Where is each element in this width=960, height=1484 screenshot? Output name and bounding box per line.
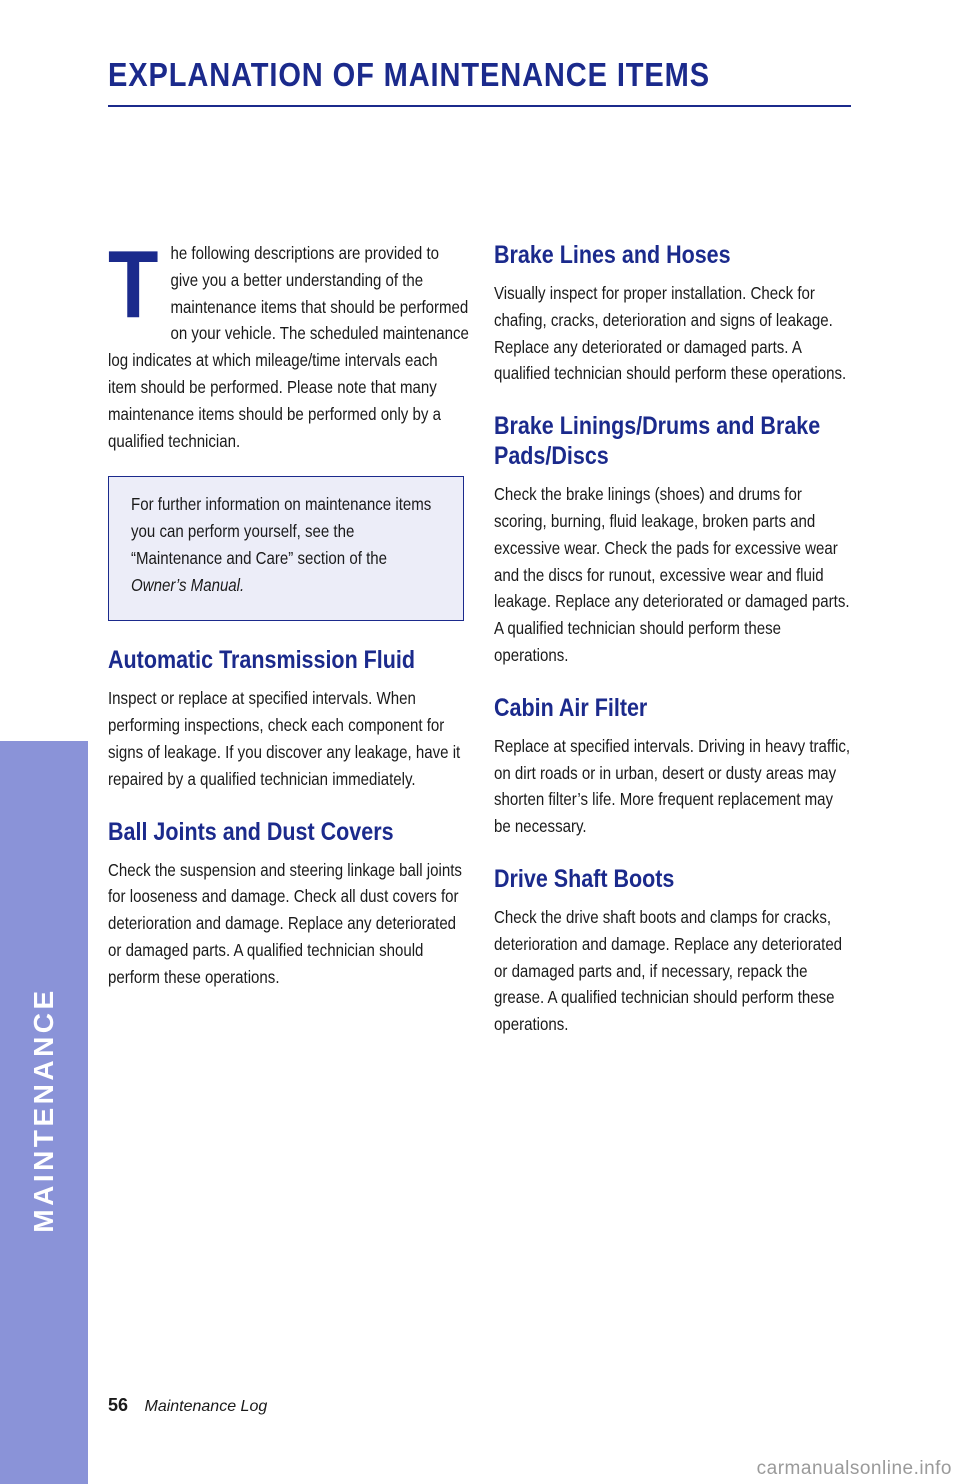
footer-label: Maintenance Log	[144, 1398, 268, 1415]
section-cabin-filter	[494, 693, 854, 840]
section-heading: Cabin Air Filter	[494, 693, 648, 722]
section-brake-linings	[494, 411, 854, 669]
section-heading: Brake Lines and Hoses	[494, 241, 731, 269]
section-heading: Ball Joints and Dust Covers	[108, 817, 394, 846]
section-heading: Brake Linings/Drums and Brake Pads/Discs	[494, 412, 821, 471]
section-atf	[108, 645, 470, 792]
note-text	[131, 491, 446, 598]
section-drive-shaft	[494, 864, 854, 1038]
side-tab-label: MAINTENANCE	[28, 987, 59, 1233]
right-column	[494, 240, 854, 1038]
section-ball-joints	[108, 817, 470, 991]
left-column	[108, 231, 470, 991]
intro-paragraph	[108, 231, 469, 454]
section-brake-lines	[494, 240, 854, 387]
section-body: Replace at specified intervals. Driving in heavy traffic, on dirt roads or in urban, desert or dusty areas may shorten filter’s life. More frequent replacement may be necessary.	[494, 735, 851, 837]
watermark: carmanualsonline.info	[756, 1458, 952, 1479]
section-heading: Drive Shaft Boots	[494, 864, 675, 893]
page-number: 56	[108, 1395, 129, 1415]
section-heading: Automatic Transmission Fluid	[108, 646, 416, 675]
section-body: Check the drive shaft boots and clamps for cracks, deterioration and damage. Replace any deteriorated or damaged parts and, if necessary, repack the grease. A qualified technician should perform these operations.	[494, 906, 843, 1035]
page-footer	[108, 1395, 267, 1416]
section-body: Inspect or replace at specified intervals. When performing inspections, check each component for signs of leakage. If you discover any leakage, have it repaired by a qualified technician immediately.	[108, 688, 461, 789]
section-body: Check the suspension and steering linkage ball joints for looseness and damage. Check all dust covers for deterioration and damage. Replace any deteriorated or damaged parts. A qualified technician should perform these operations.	[108, 859, 462, 987]
drop-cap: T	[108, 231, 159, 338]
page-title: EXPLANATION OF MAINTENANCE ITEMS	[108, 56, 710, 93]
title-divider	[108, 105, 851, 107]
section-body: Check the brake linings (shoes) and drums for scoring, burning, fluid leakage, broken parts and excessive wear. Check the pads for excessive wear and the discs for runout, excessive wear and fluid leakage. Replace any deteriorated or damaged parts. A qualified technician should perform these operations.	[494, 484, 850, 665]
section-body: Visually inspect for proper installation. Check for chafing, cracks, deterioration and signs of leakage. Replace any deteriorated or damaged parts. A qualified technician should perform these operations.	[494, 283, 847, 384]
note-box	[108, 476, 464, 621]
intro-text: he following descriptions are provided to give you a better understanding of the maintenance items that should be performed on your vehicle. The scheduled maintenance log indicates at which mileage/time intervals each item should be performed. Please note that many maintenance items should be performed only by a qualified technician.	[108, 243, 469, 451]
note-body: For further information on maintenance items you can perform yourself, see the “Maintenance and Care” section of the	[131, 494, 432, 568]
note-manual-ref: Owner’s Manual.	[131, 574, 245, 595]
